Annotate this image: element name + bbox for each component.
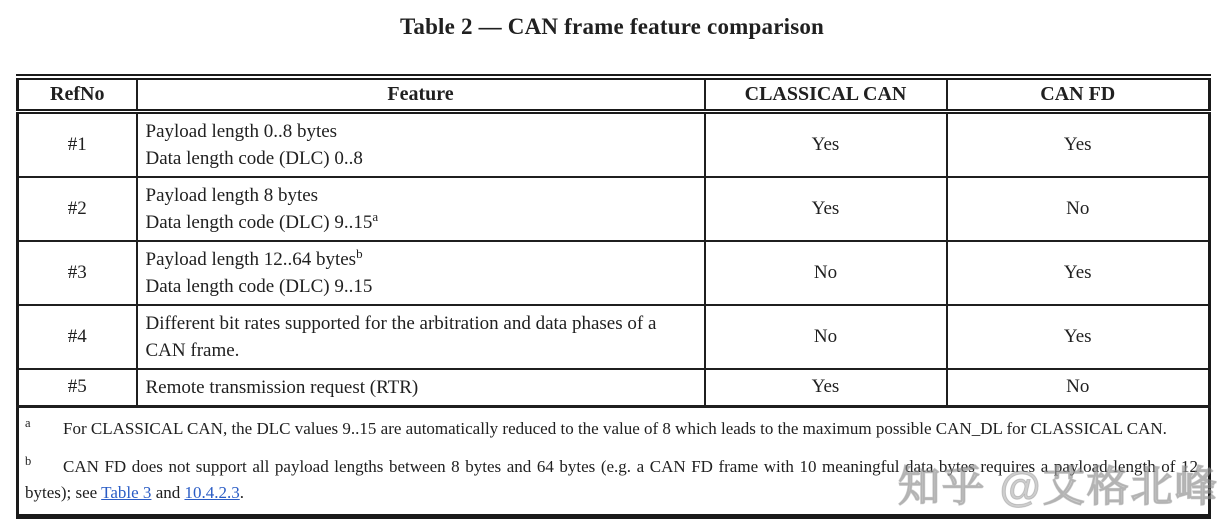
refno-cell: #5 [18,369,137,407]
feature-cell [137,177,705,241]
table-row [18,177,1210,241]
footnote-ref: b [356,245,363,261]
column-header-classical-can: CLASSICAL CAN [705,77,947,111]
section-10-4-2-3-link[interactable]: 10.4.2.3 [184,482,240,502]
refno-cell: #3 [18,241,137,305]
column-header-can-fd: CAN FD [947,77,1210,111]
feature-cell [137,111,705,177]
footnote-a-text: For CLASSICAL CAN, the DLC values 9..15 are automatically reduced to the value of 8 which leads to the maximum possible CAN_DL for CLASSICAL CAN. [63,418,1167,438]
can-feature-comparison-table [16,74,1211,519]
refno-cell: #1 [18,111,137,177]
footnotes-row [18,406,1210,516]
classical-can-value: No [705,241,947,305]
footnote-b-marker: b [25,453,32,468]
feature-line: Payload length 8 bytes [145,184,319,206]
feature-line: Data length code (DLC) 9..15 [145,275,373,297]
can-fd-value: Yes [947,305,1210,369]
feature-line: Payload length 12..64 bytes$^b$ [145,245,363,270]
feature-line: Remote transmission request (RTR) [145,376,419,398]
feature-line: Different bit rates supported for the arbitration and data phases of a CAN frame. [145,312,657,361]
feature-cell [137,305,705,369]
column-header-refno: RefNo [18,77,137,111]
zhihu-watermark: 知乎 @艾格北峰 [898,463,1219,510]
table-3-link[interactable]: Table 3 [101,482,152,502]
footnote-b-text: . [239,482,244,502]
can-fd-value: No [947,177,1210,241]
feature-line: Data length code (DLC) 9..15$^a$ [145,208,379,233]
table-row [18,305,1210,369]
classical-can-value: Yes [705,369,947,407]
classical-can-value: No [705,305,947,369]
table-caption: Table 2 — CAN frame feature comparison [399,14,825,39]
footnote-ref: a [372,208,379,224]
table-row [18,241,1210,305]
refno-cell: #2 [18,177,137,241]
footnote-b-text: and [151,482,185,502]
footnote-b-text: CAN FD does not support all payload lengths between 8 bytes and 64 bytes (e.g. a CAN FD frame with 10 meaningful data bytes requires a payload length of 12 bytes); see [25,456,1198,502]
footnote-a-marker: a [25,415,31,430]
table-row [18,369,1210,407]
can-fd-value: Yes [947,241,1210,305]
can-fd-value: No [947,369,1210,407]
can-fd-value: Yes [947,111,1210,177]
classical-can-value: Yes [705,111,947,177]
table-row [18,111,1210,177]
feature-cell [137,369,705,407]
feature-line: Data length code (DLC) 0..8 [145,147,363,169]
column-header-feature: Feature [137,77,705,111]
footnote-a [25,416,1198,442]
footnote-b [25,454,1198,506]
footnotes-section [18,406,1210,516]
feature-line: Payload length 0..8 bytes [145,120,338,142]
header-row [18,77,1210,111]
classical-can-value: Yes [705,177,947,241]
refno-cell: #4 [18,305,137,369]
feature-cell [137,241,705,305]
